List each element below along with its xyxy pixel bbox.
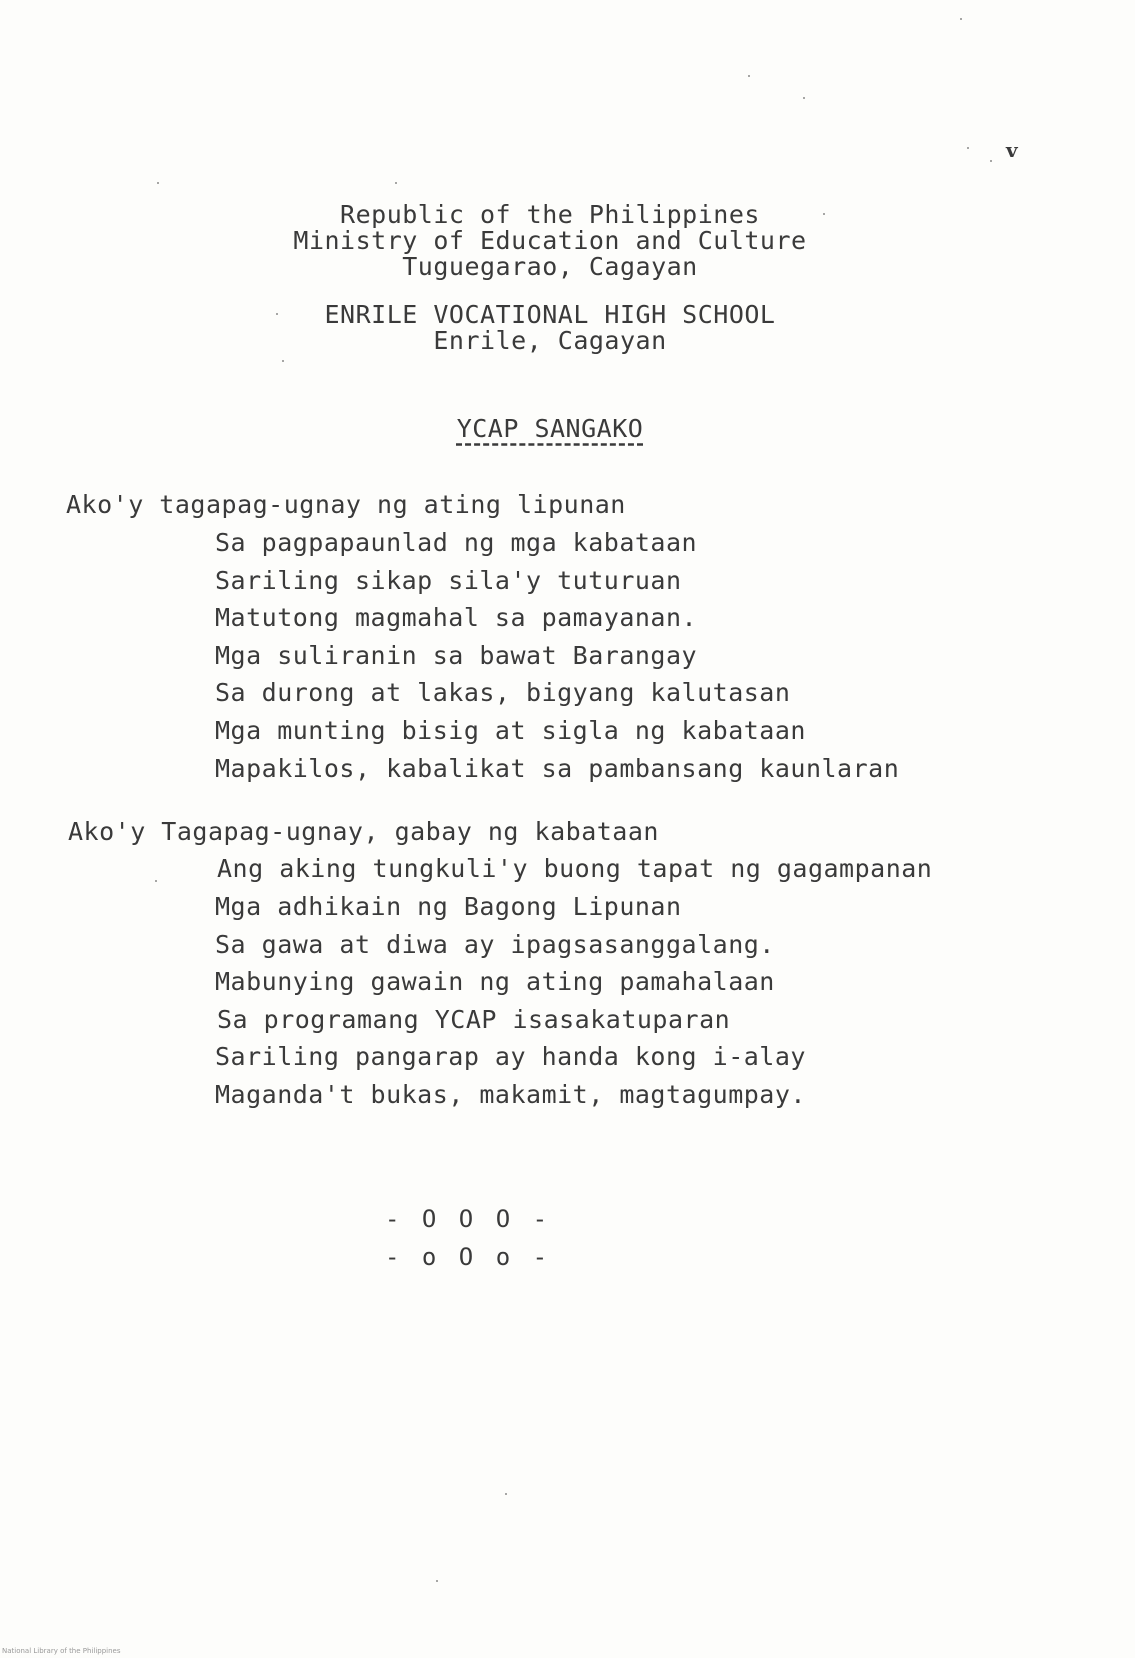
verse-line: Mabunying gawain ng ating pamahalaan	[215, 967, 775, 996]
verse-line: Sa programang YCAP isasakatuparan	[217, 1005, 731, 1034]
page-number: v	[1006, 138, 1019, 162]
verse-line: Sa pagpapaunlad ng mga kabataan	[215, 528, 698, 557]
scan-speck	[803, 97, 805, 99]
verse-line: Sariling sikap sila'y tuturuan	[215, 566, 682, 595]
scan-speck	[505, 1493, 507, 1495]
verse-line: Mapakilos, kabalikat sa pambansang kaunlaran	[215, 754, 900, 783]
poem-title: YCAP SANGAKO	[456, 414, 644, 443]
scan-speck	[282, 360, 284, 362]
verse-line: Sa gawa at diwa ay ipagsasanggalang.	[215, 930, 775, 959]
scan-speck	[990, 160, 992, 162]
verse-line: Mga munting bisig at sigla ng kabataan	[215, 716, 806, 745]
scan-speck	[155, 880, 157, 882]
verse-line: Matutong magmahal sa pamayanan.	[215, 603, 698, 632]
header-city: Tuguegarao, Cagayan	[402, 252, 698, 281]
verse-line: Sa durong at lakas, bigyang kalutasan	[215, 678, 791, 707]
stanza1-lead: Ako'y tagapag-ugnay ng ating lipunan	[66, 490, 626, 519]
verse-line: Sariling pangarap ay handa kong i-alay	[215, 1042, 806, 1071]
school-location: Enrile, Cagayan	[433, 326, 667, 355]
scan-speck	[967, 147, 969, 149]
header-ministry: Ministry of Education and Culture	[293, 226, 807, 255]
scan-speck	[748, 75, 750, 77]
ornament-line-1: - O O O -	[385, 1205, 552, 1233]
verse-line: Maganda't bukas, makamit, magtagumpay.	[215, 1080, 806, 1109]
verse-line: Ang aking tungkuli'y buong tapat ng gagampanan	[217, 854, 933, 883]
school-name: ENRILE VOCATIONAL HIGH SCHOOL	[324, 300, 776, 329]
scan-speck	[960, 18, 962, 20]
footer-watermark: National Library of the Philippines	[2, 1647, 121, 1655]
scan-speck	[157, 182, 159, 184]
verse-line: Mga adhikain ng Bagong Lipunan	[215, 892, 682, 921]
ornament-line-2: - o O o -	[385, 1243, 552, 1271]
stanza2-lead: Ako'y Tagapag-ugnay, gabay ng kabataan	[68, 817, 659, 846]
scan-speck	[395, 182, 397, 184]
header-republic: Republic of the Philippines	[340, 200, 760, 229]
scan-speck	[436, 1580, 438, 1582]
verse-line: Mga suliranin sa bawat Barangay	[215, 641, 698, 670]
